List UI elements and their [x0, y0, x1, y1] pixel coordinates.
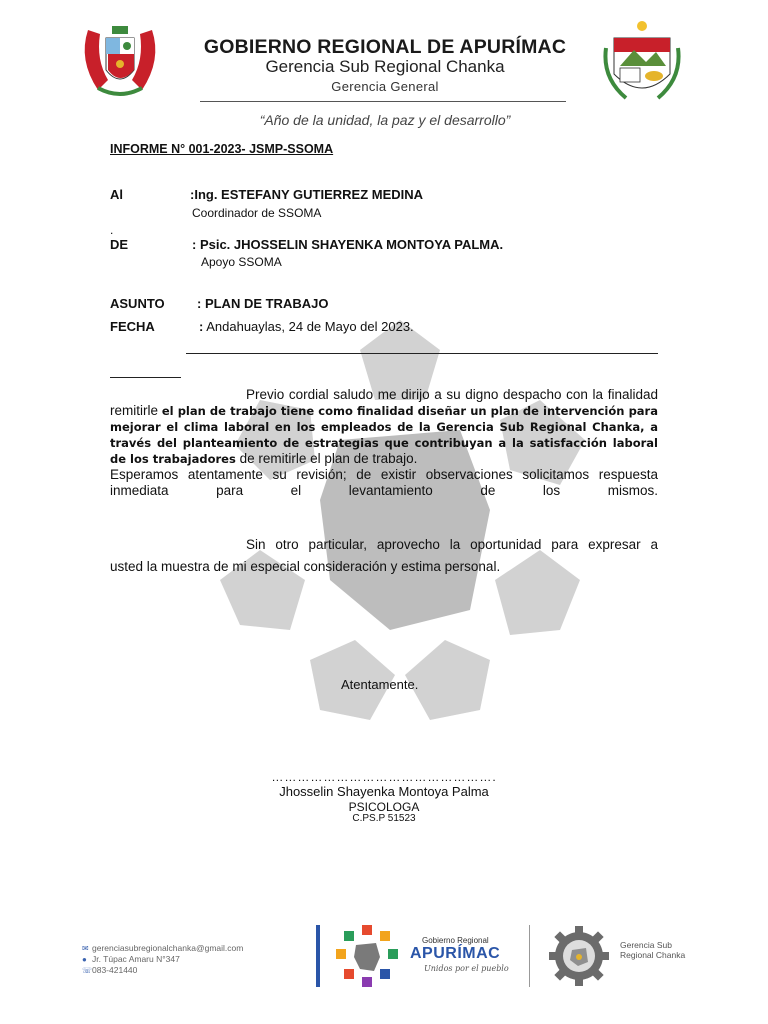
from-name: : Psic. JHOSSELIN SHAYENKA MONTOYA PALMA. — [192, 237, 504, 252]
header-title: GOBIERNO REGIONAL DE APURÍMAC — [203, 36, 567, 58]
footer-gob-big: APURÍMAC — [410, 945, 501, 962]
header-divider — [200, 101, 566, 102]
footer-email: ✉ gerenciasubregionalchanka@gmail.com — [82, 943, 244, 953]
phone-icon: ☏ — [82, 966, 93, 975]
location-pin-icon: ● — [82, 955, 87, 964]
footer-gob-small: Gobierno Regional — [422, 936, 489, 945]
separator-dot: . — [110, 223, 114, 237]
apurimac-logo-icon — [334, 925, 400, 987]
subject-value: : PLAN DE TRABAJO — [197, 296, 329, 311]
footer-divider — [316, 925, 320, 987]
body-paragraph-2: Esperamos atentamente su revisión; de existir observaciones solicitamos respuesta inmediata para el levantamiento de los mismos. — [110, 467, 658, 498]
separator-line-short — [110, 377, 181, 378]
body-paragraph-1: Previo cordial saludo me dirijo a su digno despacho con la finalidad remitirle el plan de trabajo tiene como finalidad diseñar un plan de intervención para mejorar el clima laboral en los empleados de la Gerencia Sub Regional Chanka, a través del planteamiento de estrategias que contribuyan a la satisfacción laboral de los trabajadores de remitirle el plan de trabajo. — [110, 387, 658, 466]
peru-coat-of-arms-icon — [78, 20, 162, 100]
gear-emblem-icon — [548, 926, 610, 986]
footer-gsr-text: Gerencia Sub Regional Chanka — [620, 940, 686, 960]
footer-gob-slogan: Unidos por el pueblo — [424, 964, 509, 973]
apurimac-coat-of-arms-icon — [600, 18, 684, 104]
footer-divider-2 — [529, 925, 530, 987]
body-paragraph-3b: usted la muestra de mi especial consideración y estima personal. — [110, 559, 501, 574]
footer-phone: ☏083-421440 — [82, 965, 138, 975]
signature-name: Jhosselin Shayenka Montoya Palma — [279, 784, 489, 799]
date-value: : Andahuaylas, 24 de Mayo del 2023. — [199, 319, 414, 334]
closing: Atentamente. — [341, 677, 419, 692]
footer-address: ● Jr. Túpac Amaru N°347 — [82, 954, 180, 964]
to-name: :Ing. ESTEFANY GUTIERREZ MEDINA — [190, 187, 424, 202]
body-paragraph-3: Sin otro particular, aprovecho la oportunidad para expresar a — [246, 537, 658, 552]
subject-label: ASUNTO — [110, 296, 165, 311]
from-role: Apoyo SSOMA — [201, 255, 282, 269]
to-label: Al — [110, 187, 123, 202]
watermark-emblem — [140, 280, 660, 740]
header-subtitle: Gerencia Sub Regional Chanka — [265, 57, 505, 76]
header-motto: “Año de la unidad, la paz y el desarrollo” — [259, 112, 511, 128]
signature-license: C.PS.P 51523 — [352, 813, 416, 824]
separator-line — [186, 353, 658, 354]
email-icon: ✉ — [82, 944, 89, 953]
header-office: Gerencia General — [331, 79, 439, 94]
from-label: DE — [110, 237, 129, 252]
signature-line: ……………………………………………. — [271, 770, 497, 784]
report-number: INFORME N° 001-2023- JSMP-SSOMA — [110, 142, 334, 156]
signature-title: PSICOLOGA — [348, 800, 420, 814]
date-label: FECHA — [110, 319, 155, 334]
to-role: Coordinador de SSOMA — [192, 206, 322, 220]
